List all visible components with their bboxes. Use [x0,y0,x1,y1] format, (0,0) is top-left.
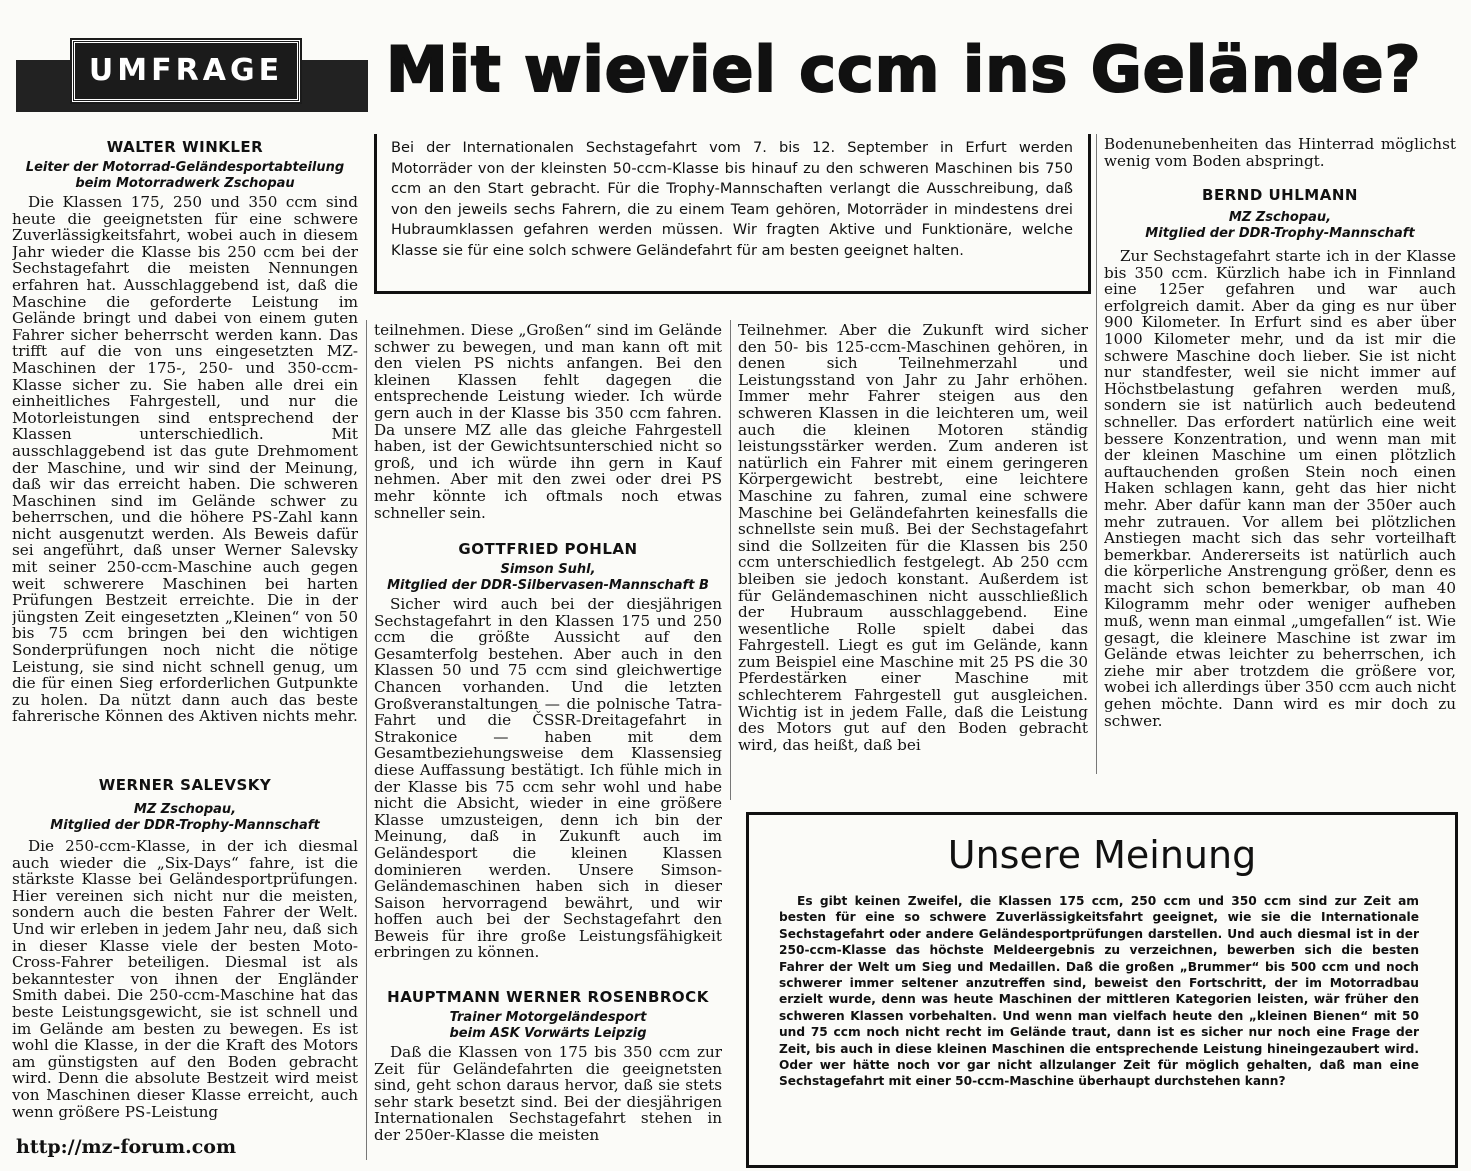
article-rosenbrock-cont [738,322,1088,772]
article-winkler [12,194,358,762]
paragraph: Daß die Klassen von 175 bis 350 ccm zur Zeit für Geländefahrten die geeignetsten sind, geht schon daraus hervor, daß sie stets sehr stark besetzt sind. Bei der diesjährigen Internationalen Sechstagefahrt stehen in der 250er-Klasse die meisten [374,1044,722,1144]
column-3 [738,322,1088,772]
paragraph: Es gibt keinen Zweifel, die Klassen 175 ccm, 250 ccm und 350 ccm sind zur Zeit am besten für eine so schwere Zuverlässigkeitsfahrt geeignet, wie sie die Internationale Sechstagefahrt oder andere Geländesportprüfungen darstellen. Und auch diesmal ist in der 250-ccm-Klasse das höchste Meldeergebnis zu verzeichnen, bewerben sich die besten Fahrer der Welt um Sieg und Medaillen. Daß die großen „Brummer“ bis 500 ccm und noch schwerer immer seltener anzutreffen sind, beweist den Fortschritt, der im Motorradbau erzielt wurde, denn was heute Maschinen der mittleren Kategorien leisten, wär früher den schweren Klassen vorbehalten. Und wenn man vielfach heute den „kleinen Bienen“ mit 50 und 75 ccm noch nicht recht im Gelände traut, dann ist es sicher nur noch eine Frage der Zeit, bis auch in diese kleinen Maschinen die entsprechende Leistung hineingezaubert wird. Oder wer hätte noch vor gar nicht allzulanger Zeit für möglich gehalten, daß man eine Sechstagefahrt mit einer 50-ccm-Maschine überhaupt durchstehen kann? [779,894,1419,1089]
paragraph: Bodenunebenheiten das Hinterrad möglichst wenig vom Boden abspringt. [1104,136,1456,170]
role-winkler-1: Leiter der Motorrad-Geländesportabteilung [25,160,345,175]
column-rule [366,320,367,1160]
column-1 [12,138,358,1156]
paragraph: teilnehmen. Diese „Großen“ sind im Gelände schwer zu bewegen, und man kann oft mit den vielen PS nichts anfangen. Bei den kleinen Klassen fehlt dagegen die entsprechende Leistung wieder. Ich würde gern auch in der Klasse bis 350 ccm fahren. Da unsere MZ alle das gleiche Fahrgestell haben, ist der Gewichtsunterschied nicht so groß, und ich würde ihn gern in Kauf nehmen. Aber mit den zwei oder drei PS mehr könnte ich oftmals noch etwas schneller sein. [374,322,722,522]
opinion-text [779,893,1419,1090]
column-rule [730,320,731,800]
paragraph: Teilnehmer. Aber die Zukunft wird sicher den 50- bis 125-ccm-Maschinen gehören, in denen sich Teilnehmerzahl und Leistungsstand von Jahr zu Jahr erhöhen. Immer mehr Fahrer steigen aus den schweren Klassen in die leichteren um, weil auch die kleinen Motoren ständig leistungsstärker werden. Zum anderen ist natürlich ein Fahrer mit einem geringeren Körpergewicht bestrebt, eine leichtere Maschine zu fahren, zumal eine schwere Maschine bei Geländefahrten keinesfalls die schnellste sein muß. Bei der Sechstagefahrt sind die Sollzeiten für die Klassen bis 250 ccm unterschiedlich festgelegt. Ab 250 ccm bleiben sie jedoch konstant. Außerdem ist für Geländemaschinen nicht ausschließlich der Hubraum ausschlaggebend. Eine wesentliche Rolle spielt dabei das Fahrgestell. Liegt es gut im Gelände, kann zum Beispiel eine Maschine mit 25 PS die 30 Pferdestärken einer Maschine mit schlechterem Fahrgestell gut ausgleichen. Wichtig ist in jedem Falle, daß die Leistung des Motors gut auf den Boden gebracht wird, das heißt, daß bei [738,322,1088,754]
paragraph: Die 250-ccm-Klasse, in der ich diesmal auch wieder die „Six-Days“ fahre, ist die stärkste Klasse bei Geländesportprüfungen. Hier vereinen sich nicht nur die meisten, sondern auch die besten Fahrer der Welt. Und wir erleben in jedem Jahr neu, daß sich in dieser Klasse viele der besten Moto-Cross-Fahrer beteiligen. Diesmal ist als bekanntester von ihnen der Engländer Smith dabei. Die 250-ccm-Maschine hat das beste Leistungsgewicht, sie ist schnell und im Gelände am besten zu bewegen. Es ist wohl die Klasse, in der die Kraft des Motors am günstigsten auf den Boden gebracht wird. Denn die absolute Bestzeit wird meist von Maschinen dieser Klasse erreicht, auch wenn größere PS-Leistung [12,838,358,1121]
watermark-link[interactable]: http://mz-forum.com [12,1136,240,1158]
article-col4-top [1104,136,1456,170]
umfrage-badge: UMFRAGE [72,40,300,102]
paragraph: Die Klassen 175, 250 und 350 ccm sind heute die geeignetsten für eine schwere Zuverlässigkeitsfahrt, wobei auch in diesem Jahr wieder die Klasse bis 250 ccm bei der Sechstagefahrt die meisten Nennungen erfahren hat. Ausschlaggebend ist, daß die Maschine die geforderte Leistung im Gelände bringt und dabei von einem guten Fahrer sicher beherrscht werden kann. Das trifft auf die von uns eingesetzten MZ-Maschinen der 175-, 250- und 350-ccm-Klasse sicher zu. Sie haben alle drei ein einheitliches Fahrgestell, und nur die Motorleistungen sind entsprechend der Klassen unterschiedlich. Mit ausschlaggebend ist das gute Drehmoment der Maschine, und wir sind der Meinung, daß wir das erreicht haben. Die schweren Maschinen sind im Gelände schwer zu beherrschen, und die höhere PS-Zahl kann nicht ausgenutzt werden. Als Beweis dafür sei angeführt, daß unser Werner Salevsky mit seiner 250-ccm-Maschine auch gegen weit schwerere Maschinen bei harten Prüfungen Bestzeit erreichte. Die in der jüngsten Zeit eingesetzten „Kleinen“ von 50 bis 75 ccm bringen bei den wichtigen Sonderprüfungen noch nicht die nötige Leistung, sie sind nicht schnell genug, um die für einen Sieg erforderlichen Gutpunkte zu holen. Da nützt dann auch das beste fahrerische Können des Aktiven nichts mehr. [12,194,358,726]
author-pohlan: GOTTFRIED POHLAN [458,540,638,558]
intro-text: Bei der Internationalen Sechstagefahrt vom 7. bis 12. September in Erfurt werden Motorräder von der kleinsten 50-ccm-Klasse bis hinauf zu den schweren Maschinen bis 750 ccm an den Start gebracht. Für die Trophy-Mannschaften verlangt die Ausschreibung, daß von den jeweils sechs Fahrern, die zu einem Team gehören, Motorräder in mindestens drei Hubraumklassen gefahren werden müssen. Wir fragten Aktive und Funktionäre, welche Klasse sie für eine solch schwere Geländefahrt für am besten geeignet halten. [391,139,1073,259]
author-salevsky: WERNER SALEVSKY [98,776,272,794]
column-2 [374,322,722,1161]
opinion-title: Unsere Meinung [947,833,1257,877]
article-pohlan [374,596,722,980]
article-uhlmann [1104,248,1456,782]
role-rosenbrock-2: beim ASK Vorwärts Leipzig [449,1026,647,1041]
author-winkler: WALTER WINKLER [106,138,264,156]
article-salevsky-cont [374,322,722,522]
role-uhlmann-2: Mitglied der DDR-Trophy-Mannschaft [1145,226,1415,241]
column-rule [1096,134,1097,774]
role-rosenbrock-1: Trainer Motorgeländesport [449,1010,647,1025]
author-rosenbrock: HAUPTMANN WERNER ROSENBROCK [387,988,709,1006]
role-salevsky-1: MZ Zschopau, [133,802,237,817]
article-salevsky [12,838,358,1156]
role-uhlmann-1: MZ Zschopau, [1228,210,1332,225]
paragraph: Sicher wird auch bei der diesjährigen Sechstagefahrt in den Klassen 175 und 250 ccm die größte Aussicht auf den Gesamterfolg bestehen. Aber auch in den Klassen 50 und 75 ccm sind gleichwertige Chancen vorhanden. Und die letzten Großveranstaltungen — die polnische Tatra-Fahrt und die ČSSR-Dreitagefahrt in Strakonice — haben mit dem Gesamtbeziehungsweise dem Klassensieg diese Auffassung bestätigt. Ich fühle mich in der Klasse bis 75 ccm sehr wohl und habe nicht die Absicht, wieder in eine größere Klasse umzusteigen, denn ich bin der Meinung, daß in Zukunft auch im Geländesport die kleinen Klassen dominieren werden. Unsere Simson-Geländemaschinen haben sich in dieser Saison hervorragend bewährt, und wir hoffen auch bei der Sechstagefahrt den Beweis für ihre große Leistungsfähigkeit erbringen zu können. [374,596,722,962]
headline: Mit wieviel ccm ins Gelände? [386,33,1422,106]
article-rosenbrock [374,1044,722,1161]
opinion-box [746,812,1458,1168]
author-uhlmann: BERND UHLMANN [1202,186,1358,204]
role-pohlan-2: Mitglied der DDR-Silbervasen-Mannschaft B [387,578,709,593]
role-winkler-2: beim Motorradwerk Zschopau [75,176,295,191]
intro-box [374,134,1091,294]
paragraph: Zur Sechstagefahrt starte ich in der Klasse bis 350 ccm. Kürzlich habe ich in Finnland eine 125er gefahren und war auch erfolgreich damit. Aber da ging es nur über 900 Kilometer. In Erfurt sind es aber über 1000 Kilometer mehr, und da ist mir die schwere Maschine doch lieber. Sie ist nicht nur standfester, weil sie nicht immer auf Höchstbelastung gefahren werden muß, sondern sie ist natürlich auch bedeutend schneller. Das erfordert natürlich eine weit bessere Konzentration, und wenn man mit der kleinen Maschine um einen plötzlich auftauchenden großen Stein noch einen Haken schlagen kann, geht das hier nicht mehr. Aber dafür kann man der 350er auch mehr zutrauen. Vor allem bei plötzlichen Anstiegen macht sich das sehr vorteilhaft bemerkbar. Andererseits ist natürlich auch die körperliche Anstrengung größer, denn es macht sich schon bemerkbar, ob man 40 Kilogramm mehr oder weniger aufheben muß, wenn man einmal „umgefallen“ ist. Wie gesagt, die kleinere Maschine ist zwar im Gelände etwas leichter zu beherrschen, ich ziehe mir aber trotzdem die größere vor, wobei ich allerdings über 350 ccm auch nicht gehen möchte. Dann wird es mir doch zu schwer. [1104,248,1456,730]
role-salevsky-2: Mitglied der DDR-Trophy-Mannschaft [50,818,320,833]
column-4 [1104,136,1456,782]
role-pohlan-1: Simson Suhl, [500,562,596,577]
